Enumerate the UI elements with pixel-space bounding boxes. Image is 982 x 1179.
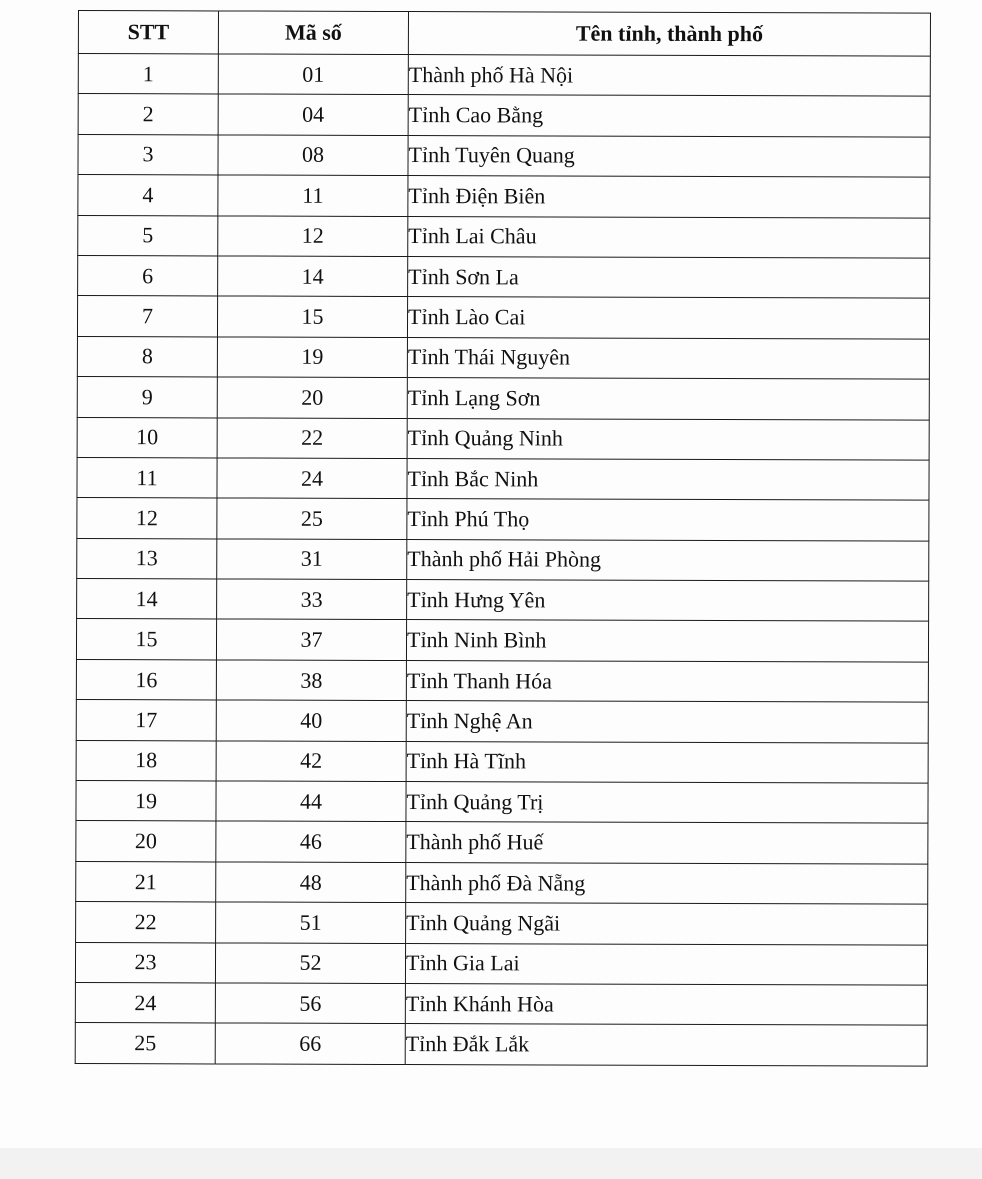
table-row: [76, 781, 928, 824]
row-stt-cell: 1: [78, 54, 218, 95]
row-code-cell: 44: [216, 781, 406, 822]
row-province-name-cell: Thành phố Hải Phòng: [407, 539, 929, 581]
table-row: [76, 619, 928, 662]
row-stt-cell: 25: [75, 1023, 215, 1064]
table-row: [76, 821, 928, 864]
row-stt-cell: 17: [76, 700, 216, 741]
row-stt-cell: 23: [75, 942, 215, 983]
table-row: [78, 255, 930, 298]
row-province-name-cell: Tỉnh Nghệ An: [406, 701, 928, 743]
table-row: [77, 377, 929, 420]
row-code-cell: 15: [217, 296, 407, 337]
table-row: [78, 215, 930, 258]
row-stt-cell: 13: [77, 538, 217, 579]
table-row: [77, 498, 929, 541]
row-province-name-cell: Thành phố Huế: [406, 822, 928, 864]
row-stt-cell: 10: [77, 417, 217, 458]
province-code-table: [75, 10, 931, 1066]
row-code-cell: 66: [215, 1023, 405, 1064]
row-stt-cell: 12: [77, 498, 217, 539]
table-row: [77, 417, 929, 460]
row-code-cell: 22: [217, 417, 407, 458]
row-province-name-cell: Tỉnh Quảng Ninh: [407, 418, 929, 460]
row-code-cell: 24: [217, 458, 407, 499]
table-row: [76, 659, 928, 702]
row-code-cell: 20: [217, 377, 407, 418]
row-code-cell: 52: [215, 943, 405, 984]
row-code-cell: 51: [216, 902, 406, 943]
header-province-name: Tên tỉnh, thành phố: [408, 12, 930, 57]
row-stt-cell: 21: [76, 861, 216, 902]
table-row: [76, 700, 928, 743]
row-code-cell: 38: [216, 660, 406, 701]
row-code-cell: 40: [216, 700, 406, 741]
row-code-cell: 14: [218, 256, 408, 297]
table-row: [75, 982, 927, 1025]
row-code-cell: 19: [217, 337, 407, 378]
row-stt-cell: 19: [76, 781, 216, 822]
row-stt-cell: 20: [76, 821, 216, 862]
row-stt-cell: 4: [78, 175, 218, 216]
table-row: [78, 54, 930, 97]
row-code-cell: 11: [218, 175, 408, 216]
row-province-name-cell: Tỉnh Khánh Hòa: [405, 984, 927, 1026]
table-row: [78, 134, 930, 177]
row-province-name-cell: Tỉnh Tuyên Quang: [408, 135, 930, 177]
table-row: [75, 942, 927, 985]
header-stt: STT: [78, 11, 218, 54]
row-stt-cell: 2: [78, 94, 218, 135]
row-stt-cell: 22: [76, 902, 216, 943]
table-row: [77, 579, 929, 622]
row-province-name-cell: Tỉnh Gia Lai: [405, 943, 927, 985]
row-province-name-cell: Tỉnh Lai Châu: [408, 216, 930, 258]
row-code-cell: 37: [216, 619, 406, 660]
row-code-cell: 25: [217, 498, 407, 539]
row-province-name-cell: Tỉnh Hà Tĩnh: [406, 741, 928, 783]
row-stt-cell: 14: [77, 579, 217, 620]
row-stt-cell: 8: [77, 336, 217, 377]
page-bottom-margin: [0, 1148, 982, 1179]
table-row: [75, 1023, 927, 1066]
table-row: [78, 94, 930, 137]
row-code-cell: 46: [216, 821, 406, 862]
row-province-name-cell: Tỉnh Cao Bằng: [408, 95, 930, 137]
row-code-cell: 12: [218, 216, 408, 257]
row-province-name-cell: Thành phố Đà Nẵng: [406, 862, 928, 904]
row-province-name-cell: Tỉnh Quảng Ngãi: [406, 903, 928, 945]
header-code: Mã số: [218, 11, 408, 55]
row-stt-cell: 9: [77, 377, 217, 418]
row-code-cell: 31: [217, 539, 407, 580]
table-row: [77, 336, 929, 379]
row-stt-cell: 11: [77, 457, 217, 498]
table-row: [76, 902, 928, 945]
table-row: [76, 740, 928, 783]
row-province-name-cell: Tỉnh Phú Thọ: [407, 499, 929, 541]
row-stt-cell: 18: [76, 740, 216, 781]
row-province-name-cell: Tỉnh Thanh Hóa: [406, 660, 928, 702]
row-province-name-cell: Tỉnh Quảng Trị: [406, 782, 928, 824]
row-code-cell: 33: [217, 579, 407, 620]
table-row: [77, 457, 929, 500]
row-province-name-cell: Tỉnh Thái Nguyên: [407, 337, 929, 379]
table-row: [78, 175, 930, 218]
table-row: [76, 861, 928, 904]
row-province-name-cell: Tỉnh Ninh Bình: [406, 620, 928, 662]
table-row: [77, 296, 929, 339]
row-stt-cell: 7: [77, 296, 217, 337]
row-province-name-cell: Tỉnh Đắk Lắk: [405, 1024, 927, 1066]
row-province-name-cell: Thành phố Hà Nội: [408, 55, 930, 97]
row-province-name-cell: Tỉnh Sơn La: [408, 256, 930, 298]
row-province-name-cell: Tỉnh Điện Biên: [408, 176, 930, 218]
row-province-name-cell: Tỉnh Hưng Yên: [407, 580, 929, 622]
row-province-name-cell: Tỉnh Lào Cai: [407, 297, 929, 339]
row-code-cell: 56: [215, 983, 405, 1024]
row-code-cell: 08: [218, 135, 408, 176]
row-code-cell: 04: [218, 94, 408, 135]
row-stt-cell: 5: [78, 215, 218, 256]
row-stt-cell: 24: [75, 982, 215, 1023]
table-body: [75, 54, 930, 1066]
row-stt-cell: 16: [76, 659, 216, 700]
table-row: [77, 538, 929, 581]
row-stt-cell: 6: [78, 255, 218, 296]
row-stt-cell: 15: [76, 619, 216, 660]
table-header-row: [78, 11, 930, 57]
row-province-name-cell: Tỉnh Lạng Sơn: [407, 378, 929, 420]
row-code-cell: 48: [216, 862, 406, 903]
row-province-name-cell: Tỉnh Bắc Ninh: [407, 458, 929, 500]
row-code-cell: 01: [218, 54, 408, 95]
row-code-cell: 42: [216, 741, 406, 782]
row-stt-cell: 3: [78, 134, 218, 175]
